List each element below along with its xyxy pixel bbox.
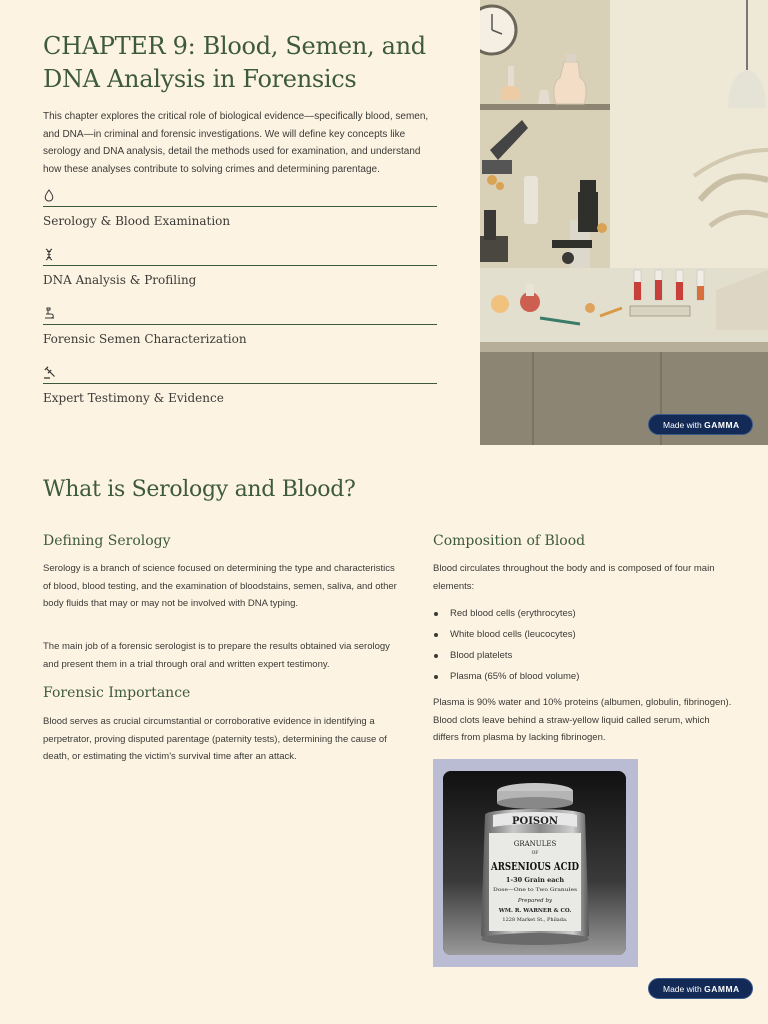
jar-label-line: 1228 Market St., Philada.: [502, 917, 568, 923]
defining-serology-heading: Defining Serology: [43, 533, 171, 549]
topic-divider: [43, 206, 437, 207]
forensic-importance-text: Blood serves as crucial circumstantial or corroborative evidence in identifying a perpetrator, proving disputed parentage (paternity tests), determining the cause of death, or estimating the victim's survival time after an attack.: [43, 716, 387, 762]
jar-label-line: ARSENIOUS ACID: [490, 860, 580, 873]
topic-label: Expert Testimony & Evidence: [43, 391, 224, 405]
composition-intro: Blood circulates throughout the body and is composed of four main elements:: [433, 563, 715, 592]
list-item: Red blood cells (erythrocytes): [433, 603, 579, 624]
forensic-importance-heading: Forensic Importance: [43, 685, 191, 701]
jar-label-line: 1-30 Grain each: [505, 876, 565, 884]
dna-icon: [43, 248, 57, 262]
topic-label: Forensic Semen Characterization: [43, 332, 247, 346]
topic-divider: [43, 265, 437, 266]
badge-brand: GAMMA: [704, 984, 740, 994]
made-with-gamma-badge[interactable]: [648, 414, 753, 435]
serologist-role-text: The main job of a forensic serologist is to prepare the results obtained via serology and present them in a trial through oral and written expert testimony.: [43, 641, 390, 670]
list-item: Blood platelets: [433, 645, 579, 666]
lab-illustration: [480, 0, 768, 445]
poison-jar-photo: [433, 759, 638, 967]
composition-heading: Composition of Blood: [433, 533, 586, 549]
plasma-note: Plasma is 90% water and 10% proteins (albumen, globulin, fibrinogen). Blood clots leave behind a straw-yellow liquid called serum, which differs from plasma by lacking fibrinogen.: [433, 697, 732, 743]
chapter-intro-slide: [0, 0, 768, 445]
serology-slide: [0, 445, 768, 1024]
blood-elements-list: [433, 603, 579, 687]
topic-label: DNA Analysis & Profiling: [43, 273, 197, 287]
jar-label-line: Prepared by: [517, 898, 553, 904]
topic-divider: [43, 383, 437, 384]
topic-label: Serology & Blood Examination: [43, 214, 231, 228]
badge-brand: GAMMA: [704, 420, 740, 430]
jar-label-line: WM. R. WARNER & CO.: [498, 908, 572, 914]
jar-label-line: Dose—One to Two Granules: [493, 887, 578, 893]
made-with-gamma-badge[interactable]: [648, 978, 753, 999]
topic-divider: [43, 324, 437, 325]
jar-label-line: GRANULES: [513, 840, 557, 848]
slide-title: What is Serology and Blood?: [43, 477, 356, 502]
chapter-title: CHAPTER 9: Blood, Semen, and DNA Analysis in Forensics: [43, 32, 426, 93]
microscope-icon: [43, 307, 57, 321]
jar-label-line: OF: [531, 851, 539, 856]
jar-label-poison: POISON: [512, 816, 558, 827]
droplet-icon: [43, 189, 57, 203]
chapter-intro-text: This chapter explores the critical role of biological evidence—specifically blood, semen, and DNA—in criminal and forensic investigations. We will define key concepts like serology and DNA analysis, detail the methods used for examination, and understand how these analyses contribute to solving crimes and determining parentage.: [43, 111, 429, 175]
badge-prefix: Made with: [663, 984, 702, 994]
list-item: Plasma (65% of blood volume): [433, 666, 579, 687]
gavel-icon: [43, 366, 57, 380]
badge-prefix: Made with: [663, 420, 702, 430]
list-item: White blood cells (leucocytes): [433, 624, 579, 645]
defining-serology-text: Serology is a branch of science focused on determining the type and characteristics of blood, blood testing, and the examination of bloodstains, semen, saliva, and other body fluids that may or may not be involved with DNA typing.: [43, 563, 397, 609]
